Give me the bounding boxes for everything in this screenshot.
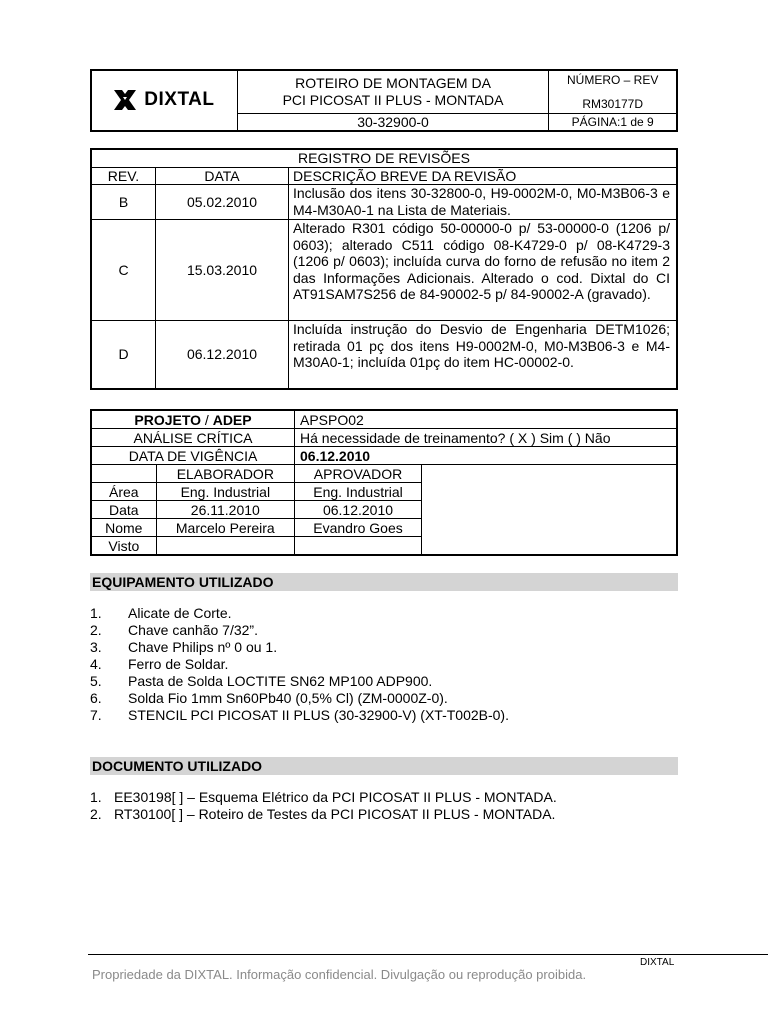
part-code: 30-32900-0 [237,113,549,131]
desc-cell: Inclusão dos itens 30-32800-0, H9-0002M-0, M0-M3B06-3 e M4-M30A0-1 na Lista de Materiais. [289,185,678,220]
item-number: 5. [90,673,102,689]
title-line-1: ROTEIRO DE MONTAGEM DA [295,74,491,91]
item-number: 7. [90,707,102,723]
item-text: Chave Philips nº 0 ou 1. [128,639,278,655]
item-number: 6. [90,690,102,706]
area-label: Área [91,483,156,501]
item-text: Ferro de Soldar. [128,656,229,672]
documents-section-title: DOCUMENTO UTILIZADO [90,757,678,775]
page-label: PÁGINA:1 de 9 [549,113,677,131]
list-item [90,789,557,806]
list-item [90,639,509,656]
item-text: RT30100[ ] – Roteiro de Testes da PCI PICOSAT II PLUS - MONTADA. [114,806,556,822]
projeto-value: APSPO02 [295,410,678,429]
projeto-label [91,410,295,429]
vigencia-label: DATA DE VIGÊNCIA [91,447,295,465]
data-label: Data [91,501,156,519]
analise-value: Há necessidade de treinamento? ( X ) Sim ( ) Não [295,429,678,447]
data-elab: 26.11.2010 [156,501,294,519]
list-item [90,605,509,622]
document-header [90,69,678,132]
footer-brand: DIXTAL [640,957,675,968]
number-value: RM30177D [582,97,644,111]
analise-label: ANÁLISE CRÍTICA [91,429,295,447]
table-row [91,185,677,220]
list-item [90,673,509,690]
elaborador-header: ELABORADOR [156,465,294,483]
list-item [90,622,509,639]
rev-cell: D [91,321,156,389]
item-number: 2. [90,806,102,822]
blank-cell [91,465,156,483]
revision-table-title: REGISTRO DE REVISÕES [91,149,677,167]
col-rev-header: REV. [91,167,156,185]
visto-label: Visto [91,537,156,556]
nome-label: Nome [91,519,156,537]
list-item [90,707,509,724]
item-number: 4. [90,656,102,672]
aprovador-header: APROVADOR [295,465,422,483]
list-item [90,656,509,673]
document-title [237,70,549,113]
nome-elab: Marcelo Pereira [156,519,294,537]
table-row [91,321,677,389]
date-cell: 06.12.2010 [156,321,289,389]
project-table [90,409,678,556]
item-text: Pasta de Solda LOCTITE SN62 MP100 ADP900. [128,673,433,689]
date-cell: 15.03.2010 [156,220,289,321]
projeto-sep: / [201,411,213,428]
blank-area [422,465,678,556]
equipment-section-title: EQUIPAMENTO UTILIZADO [90,573,678,591]
visto-elab [156,537,294,556]
item-number: 2. [90,622,102,638]
dixtal-logo [92,89,237,111]
footer-confidentiality-note: Propriedade da DIXTAL. Informação confidencial. Divulgação ou reprodução proibida. [92,967,587,982]
nome-aprov: Evandro Goes [295,519,422,537]
area-elab: Eng. Industrial [156,483,294,501]
logo-text: DIXTAL [144,89,215,111]
item-number: 3. [90,639,102,655]
date-cell: 05.02.2010 [156,185,289,220]
area-aprov: Eng. Industrial [295,483,422,501]
item-text: Chave canhão 7/32”. [128,622,258,638]
item-text: Alicate de Corte. [128,605,232,621]
projeto-label-a: PROJETO [134,411,202,428]
item-number: 1. [90,605,102,621]
item-text: STENCIL PCI PICOSAT II PLUS (30-32900-V) (XT-T002B-0). [128,707,509,723]
list-item [90,690,509,707]
desc-cell: Alterado R301 código 50-00000-0 p/ 53-00000-0 (1206 p/ 0603); alterado C511 código 08-K4729-0 p/ 08-K4729-3 (1206 p/ 0603); incluída curva do forno de refusão no item 2 das Informações Adicionais. Alterado o cod. Dixtal do CI AT91SAM7S256 de 84-90002-5 p/ 84-90002-A (gravado). [289,220,678,321]
footer-divider [88,954,768,955]
col-desc-header: DESCRIÇÃO BREVE DA REVISÃO [289,167,678,185]
item-text: EE30198[ ] – Esquema Elétrico da PCI PICOSAT II PLUS - MONTADA. [114,789,557,805]
logo-cell [91,70,237,131]
number-label: NÚMERO – REV [567,73,659,87]
item-number: 1. [90,789,102,805]
dixtal-logo-icon [114,90,136,110]
rev-cell: B [91,185,156,220]
number-rev-cell [549,70,677,113]
table-row [91,220,677,321]
projeto-label-b: ADEP [212,411,252,428]
visto-aprov [295,537,422,556]
rev-cell: C [91,220,156,321]
title-line-2: PCI PICOSAT II PLUS - MONTADA [282,91,504,108]
col-date-header: DATA [156,167,289,185]
list-item [90,806,557,823]
data-aprov: 06.12.2010 [295,501,422,519]
equipment-list [90,605,509,724]
item-text: Solda Fio 1mm Sn60Pb40 (0,5% Cl) (ZM-0000Z-0). [128,690,448,706]
documents-list [90,789,557,823]
desc-cell: Incluída instrução do Desvio de Engenharia DETM1026; retirada 01 pç dos itens H9-0002M-0, M0-M3B06-3 e M4-M30A0-1; incluída 01pç do item HC-00002-0. [289,321,678,389]
vigencia-value: 06.12.2010 [295,447,678,465]
revision-table [90,148,678,390]
